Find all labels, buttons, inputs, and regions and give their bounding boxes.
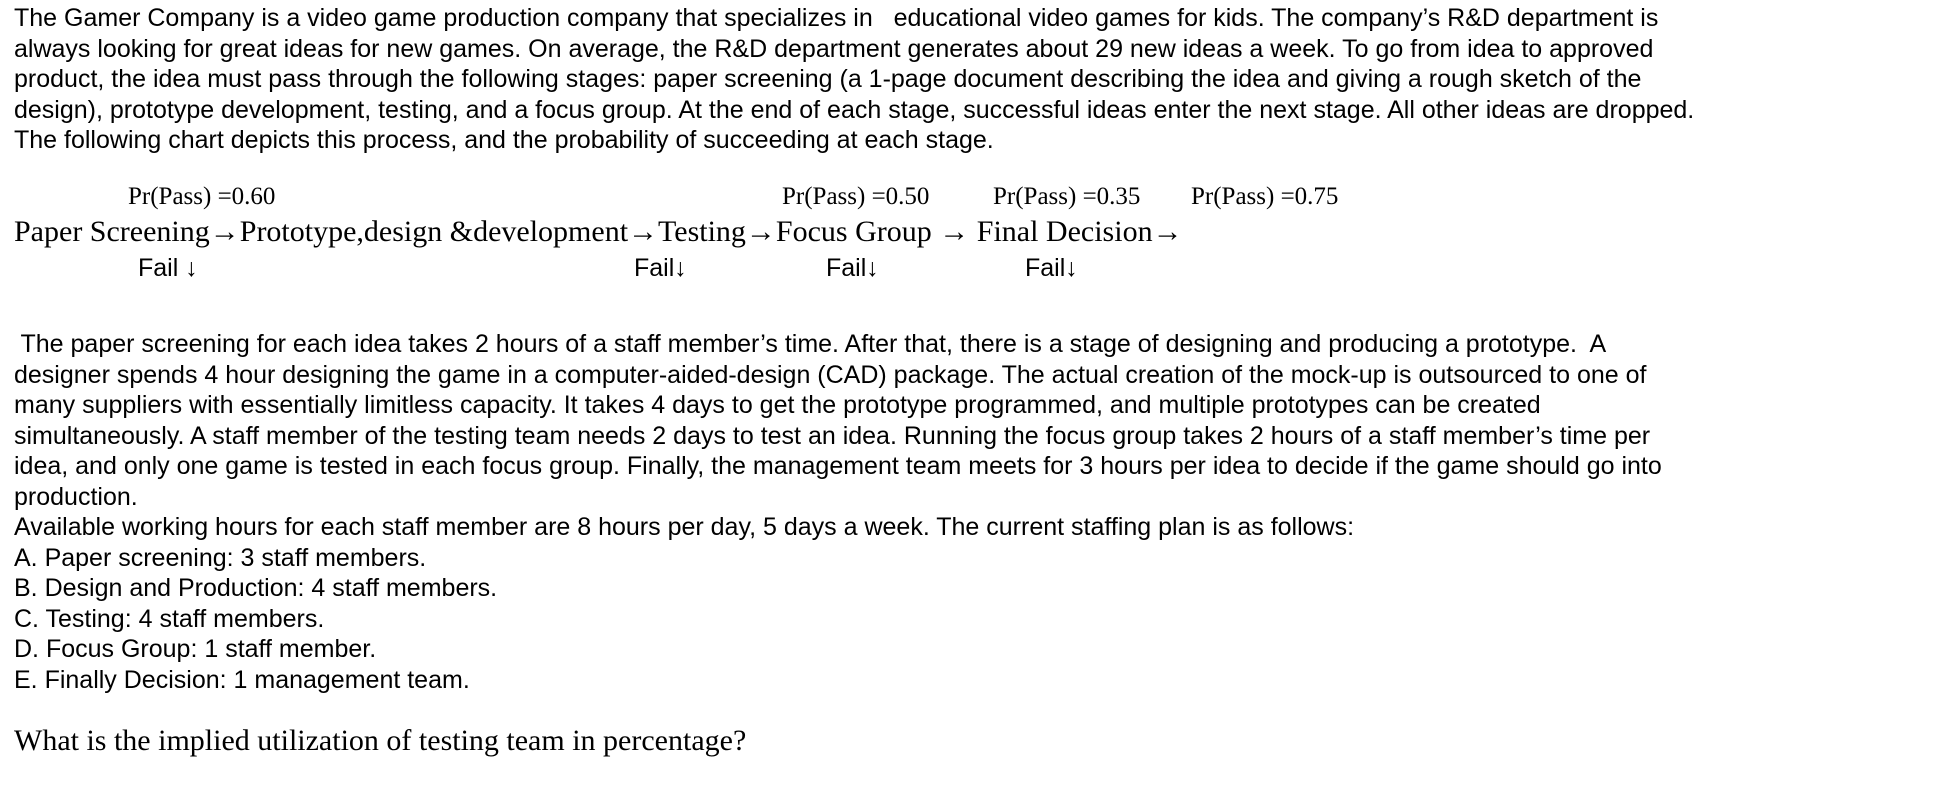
staffing-item: D. Focus Group: 1 staff member.	[14, 635, 377, 663]
intro-line: product, the idea must pass through the following stages: paper screening (a 1-page document describing the idea and giving a rough sketch of the	[14, 65, 1642, 93]
intro-paragraph	[14, 3, 1934, 156]
pass-probability-focus-group: Pr(Pass) =0.75	[1191, 183, 1339, 210]
intro-line: always looking for great ideas for new games. On average, the R&D department generates about 29 new ideas a week. To go from idea to approved	[14, 34, 1654, 63]
pass-probability-testing: Pr(Pass) =0.35	[993, 183, 1141, 210]
fail-label-testing: Fail↓	[826, 254, 879, 282]
fail-label-focus-group: Fail↓	[1025, 254, 1078, 282]
details-line: idea, and only one game is tested in each focus group. Finally, the management team meets for 3 hours per idea to decide if the game should go into	[14, 452, 1662, 480]
details-line: The paper screening for each idea takes 2 hours of a staff member’s time. After that, there is a stage of designing and producing a prototype. A	[14, 330, 1607, 358]
details-line: simultaneously. A staff member of the testing team needs 2 days to test an idea. Running the focus group takes 2 hours of a staff member’s time per	[14, 421, 1651, 450]
details-paragraph	[14, 329, 1934, 695]
pass-probability-prototype: Pr(Pass) =0.50	[782, 183, 930, 210]
pass-probability-paper-screening: Pr(Pass) =0.60	[128, 183, 276, 210]
staffing-item: E. Finally Decision: 1 management team.	[14, 665, 470, 694]
intro-line: The Gamer Company is a video game production company that specializes in educational video games for kids. The company’s R&D department is	[14, 4, 1659, 32]
process-flow: Paper Screening→Prototype,design &development→Testing→Focus Group → Final Decision→	[14, 215, 1183, 248]
details-line: designer spends 4 hour designing the game in a computer-aided-design (CAD) package. The actual creation of the mock-up is outsourced to one of	[14, 360, 1647, 389]
staffing-item: C. Testing: 4 staff members.	[14, 604, 325, 633]
staffing-item: A. Paper screening: 3 staff members.	[14, 543, 427, 572]
details-line: many suppliers with essentially limitless capacity. It takes 4 days to get the prototype programmed, and multiple prototypes can be created	[14, 391, 1541, 419]
intro-line: The following chart depicts this process, and the probability of succeeding at each stage.	[14, 126, 994, 154]
question-text: What is the implied utilization of testing team in percentage?	[14, 724, 747, 757]
fail-label-prototype: Fail↓	[634, 254, 687, 282]
details-line: Available working hours for each staff member are 8 hours per day, 5 days a week. The current staffing plan is as follows:	[14, 513, 1355, 541]
details-line: production.	[14, 482, 138, 511]
staffing-item: B. Design and Production: 4 staff members.	[14, 574, 498, 602]
intro-line: design), prototype development, testing, and a focus group. At the end of each stage, successful ideas enter the next stage. All other ideas are dropped.	[14, 95, 1695, 124]
fail-label-paper-screening: Fail ↓	[138, 254, 198, 282]
